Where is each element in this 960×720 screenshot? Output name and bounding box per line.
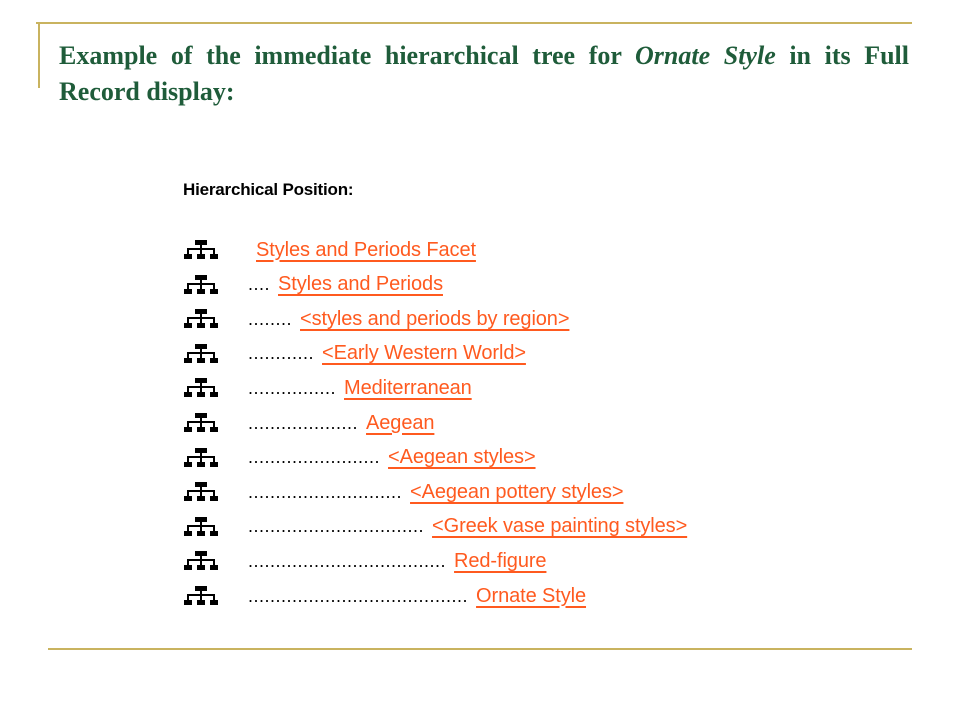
hierarchy-tree-icon[interactable] xyxy=(183,377,219,399)
title-italic: Ornate Style xyxy=(635,41,776,70)
hierarchy-tree-icon[interactable] xyxy=(183,585,219,607)
bottom-rule xyxy=(48,648,912,650)
hierarchy-row xyxy=(183,341,526,367)
term-link[interactable]: Styles and Periods Facet xyxy=(256,238,476,261)
hierarchy-row xyxy=(183,272,443,298)
left-rule xyxy=(38,22,40,88)
term-link[interactable]: Mediterranean xyxy=(344,376,472,399)
indent-dots: ........................ xyxy=(248,447,381,468)
indent-dots: ................................ xyxy=(248,516,425,537)
term-link[interactable]: <Aegean pottery styles> xyxy=(410,480,624,503)
hierarchy-tree-icon[interactable] xyxy=(183,343,219,365)
hierarchy-row xyxy=(183,445,536,471)
hierarchy-row xyxy=(183,583,586,609)
hierarchy-row xyxy=(183,410,434,436)
hierarchy-row xyxy=(183,237,476,263)
hierarchy-tree-icon[interactable] xyxy=(183,308,219,330)
title-suffix: in its Full Record display: xyxy=(59,41,909,106)
indent-dots: ................ xyxy=(248,377,337,398)
hierarchy-row xyxy=(183,514,687,540)
indent-dots: .................................... xyxy=(248,550,447,571)
hierarchy-row xyxy=(183,479,623,505)
indent-dots: .... xyxy=(248,274,271,295)
hierarchy-tree-icon[interactable] xyxy=(183,412,219,434)
term-link[interactable]: <Greek vase painting styles> xyxy=(432,515,688,538)
hierarchy-heading: Hierarchical Position: xyxy=(183,180,354,199)
term-link[interactable]: Ornate Style xyxy=(476,584,587,607)
term-link[interactable]: Red-figure xyxy=(454,549,547,572)
term-link[interactable]: <Early Western World> xyxy=(322,342,526,365)
indent-dots: ........................................ xyxy=(248,585,469,606)
hierarchy-tree-icon[interactable] xyxy=(183,550,219,572)
indent-dots: ............ xyxy=(248,343,315,364)
term-link[interactable]: Styles and Periods xyxy=(278,273,443,296)
indent-dots: ........ xyxy=(248,308,293,329)
term-link[interactable]: <Aegean styles> xyxy=(388,446,536,469)
term-link[interactable]: <styles and periods by region> xyxy=(300,307,570,330)
indent-dots: .................... xyxy=(248,412,359,433)
indent-dots: ............................ xyxy=(248,481,403,502)
hierarchy-tree-icon[interactable] xyxy=(183,239,219,261)
title-prefix: Example of the immediate hierarchical tree for xyxy=(59,41,636,70)
hierarchy-tree-icon[interactable] xyxy=(183,274,219,296)
hierarchy-row xyxy=(183,548,546,574)
hierarchy-tree-icon[interactable] xyxy=(183,447,219,469)
term-link[interactable]: Aegean xyxy=(366,411,435,434)
slide-title xyxy=(59,38,909,110)
hierarchy-row xyxy=(183,375,472,401)
hierarchy-tree-icon[interactable] xyxy=(183,481,219,503)
hierarchy-row xyxy=(183,306,569,332)
hierarchy-screenshot xyxy=(183,180,803,630)
top-rule xyxy=(36,22,912,24)
hierarchy-tree-icon[interactable] xyxy=(183,516,219,538)
